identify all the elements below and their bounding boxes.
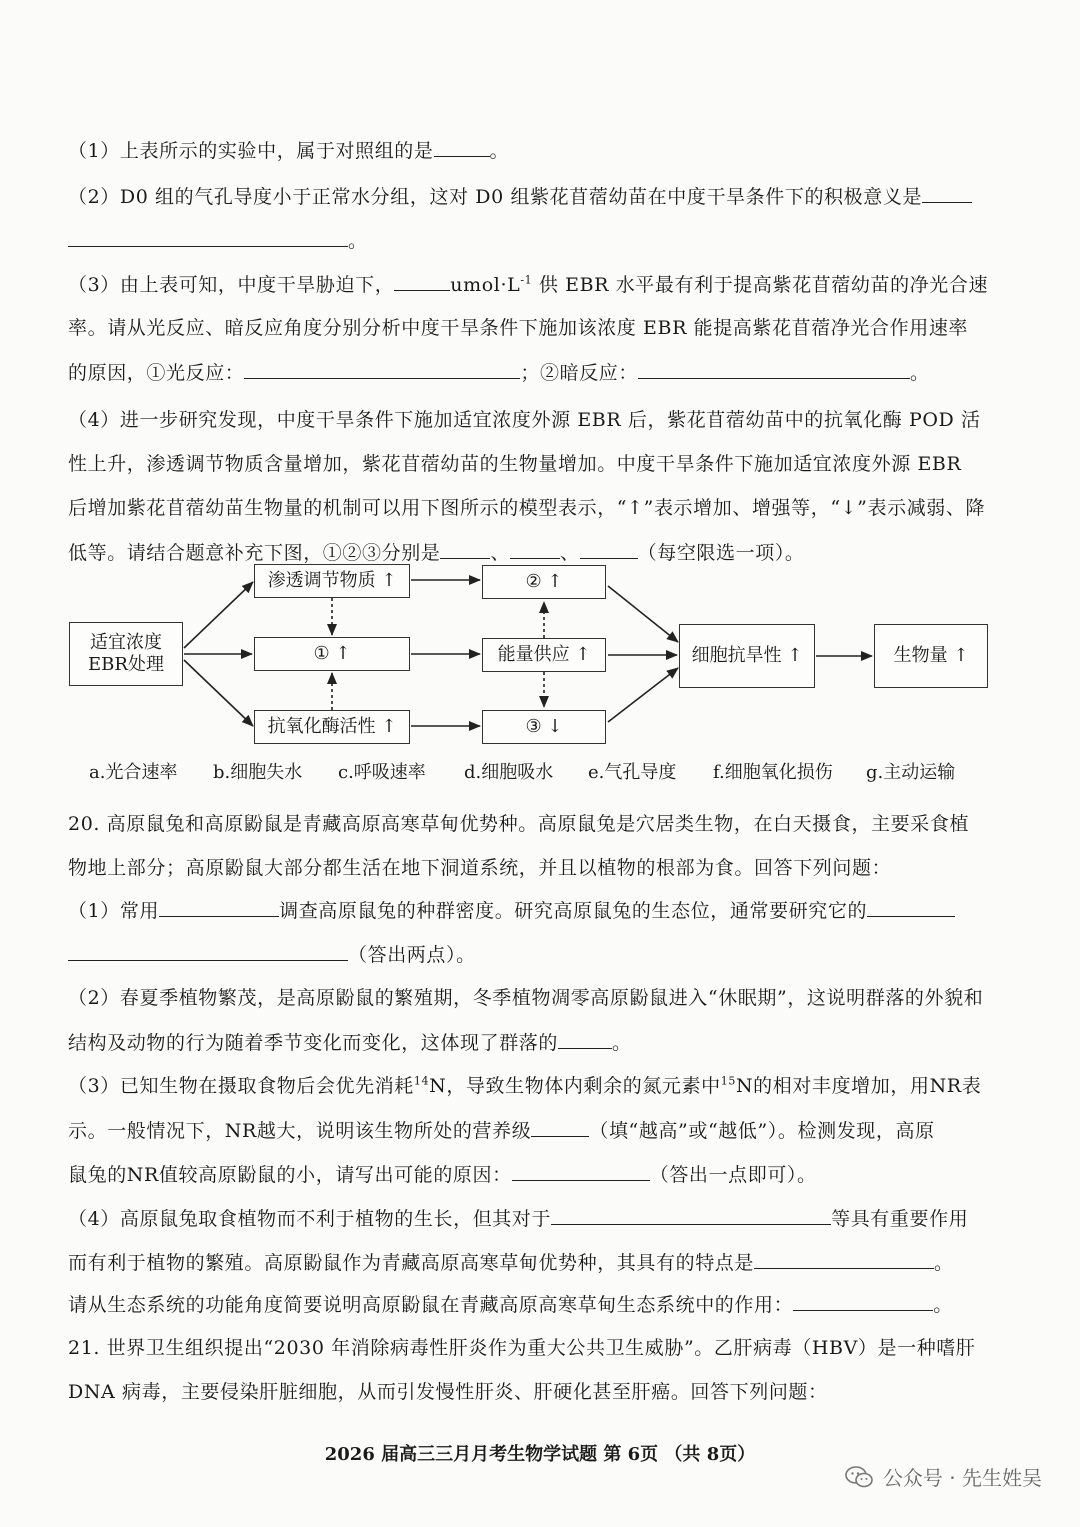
option-g: g.主动运输 [866,762,956,783]
q20-feature-blank[interactable] [754,1250,934,1269]
q20-part2-line2: 结构及动物的行为随着季节变化而变化，这体现了群落的 。 [68,1032,632,1054]
box-start-ebr-treatment: 适宜浓度 EBR处理 [69,622,183,686]
q20-part4-line2: 而有利于植物的繁殖。高原鼢鼠作为青藏高原高寒草甸优势种，其具有的特点是 。 [68,1252,954,1274]
watermark-text: 公众号 · 先生姓吴 [882,1466,1042,1490]
q19-part4-line3: 后增加紫花苜蓿幼苗生物量的机制可以用下图所示的模型表示，“↑”表示增加、增强等，“↓”表示减弱、降 [68,497,986,519]
q20-role-blank[interactable] [551,1206,831,1225]
q19-part2-line1: （2）D0 组的气孔导度小于正常水分组，这对 D0 组紫花苜蓿幼苗在中度干旱条件下的积极意义是 [68,184,972,209]
q19-part2-line2: 。 [68,228,368,253]
box-blank-2[interactable]: ② ↑ [482,565,606,599]
q19-part1: （1）上表所示的实验中，属于对照组的是 。 [68,140,510,162]
q20-trophic-blank[interactable] [531,1118,589,1137]
q19-part3-line2: 率。请从光反应、暗反应角度分别分析中度干旱条件下施加该浓度 EBR 能提高紫花苜蓿净光合作用速率 [68,317,969,339]
box-blank-3[interactable]: ③ ↓ [482,710,606,744]
q20-community-blank[interactable] [558,1030,612,1049]
arrow-3-to-drought [608,668,678,722]
box-blank-1[interactable]: ① ↑ [254,637,410,671]
q20-part3-line1: （3）已知生物在摄取食物后会优先消耗$^{14}$N，导致生物体内剩余的氮元素中$^{15}$N的相对丰度增加，用NR表 [68,1074,982,1097]
watermark [845,1462,1042,1491]
arrow-2-to-drought [608,586,678,642]
arrow-start-to-antiox [184,660,253,726]
option-d: d.细胞吸水 [464,762,554,783]
box-energy-supply: 能量供应 ↑ [482,638,606,672]
q20-part3-line2: 示。一般情况下，NR越大，说明该生物所处的营养级 （填“越高”或“越低”）。检测发现，高原 [68,1120,935,1142]
q20-intro-line1: 20. 高原鼠兔和高原鼢鼠是青藏高原高寒草甸优势种。高原鼠兔是穴居类生物，在白天摄食，主要采食植 [68,813,970,835]
q20-reason-blank[interactable] [512,1162,650,1181]
option-e: e.气孔导度 [588,762,677,783]
q19-part3-line1: （3）由上表可知，中度干旱胁迫下， $umol\cdot L^{-1}$ 供 EBR 水平最有利于提高紫花苜蓿幼苗的净光合速 [68,273,989,296]
q19-part4-line4: 低等。请结合题意补充下图，①②③分别是 、 、 （每空限选一项）。 [68,542,805,564]
arrow-start-to-osmotic [184,582,253,648]
box-osmotic-substances: 渗透调节物质 ↑ [254,564,410,598]
q20-part4-line1: （4）高原鼠兔取食植物而不利于植物的生长，但其对于 等具有重要作用 [68,1208,969,1230]
q20-part1-line2: （答出两点）。 [68,942,476,967]
q21-intro-line2: DNA 病毒，主要侵染肝脏细胞，从而引发慢性肝炎、肝硬化甚至肝癌。回答下列问题： [68,1381,828,1403]
option-c: c.呼吸速率 [338,762,426,783]
q20-method-blank[interactable] [159,898,279,917]
option-f: f.细胞氧化损伤 [713,762,833,783]
q20-niche-blank-b[interactable] [68,942,348,961]
q20-intro-line2: 物地上部分；高原鼢鼠大部分都生活在地下洞道系统，并且以植物的根部为食。回答下列问题： [68,857,892,879]
page-footer: 2026 届高三三月月考生物学试题 第 6页 （共 8页） [324,1444,756,1465]
box-drought-resistance: 细胞抗旱性 ↑ [679,624,815,688]
box-antioxidant-enzyme: 抗氧化酶活性 ↑ [254,710,410,744]
q20-part4-line3: 请从生态系统的功能角度简要说明高原鼢鼠在青藏高原高寒草甸生态系统中的作用： 。 [68,1294,953,1316]
q19-part3-line3: 的原因，①光反应： ；②暗反应： 。 [68,362,930,384]
box-biomass: 生物量 ↑ [874,624,988,688]
q19-part4-line2: 性上升，渗透调节物质含量增加，紫花苜蓿幼苗的生物量增加。中度干旱条件下施加适宜浓度外源 EBR [68,453,962,475]
option-a: a.光合速率 [89,762,178,783]
q21-intro-line1: 21. 世界卫生组织提出“2030 年消除病毒性肝炎作为重大公共卫生威胁”。乙肝病毒（HBV）是一种嗜肝 [68,1337,976,1359]
q20-niche-blank-a[interactable] [867,898,955,917]
q20-function-blank[interactable] [793,1292,933,1311]
wechat-icon [845,1465,873,1489]
q20-part2-line1: （2）春夏季植物繁茂，是高原鼢鼠的繁殖期，冬季植物凋零高原鼢鼠进入“休眠期”，这说明群落的外貌和 [68,987,984,1009]
q20-part3-line3: 鼠兔的NR值较高原鼢鼠的小，请写出可能的原因： （答出一点即可）。 [68,1164,817,1186]
option-b: b.细胞失水 [213,762,303,783]
q20-part1-line1: （1）常用 调查高原鼠兔的种群密度。研究高原鼠兔的生态位，通常要研究它的 [68,898,955,923]
q19-part4-line1: （4）进一步研究发现，中度干旱条件下施加适宜浓度外源 EBR 后，紫花苜蓿幼苗中的抗氧化酶 POD 活 [68,409,981,431]
